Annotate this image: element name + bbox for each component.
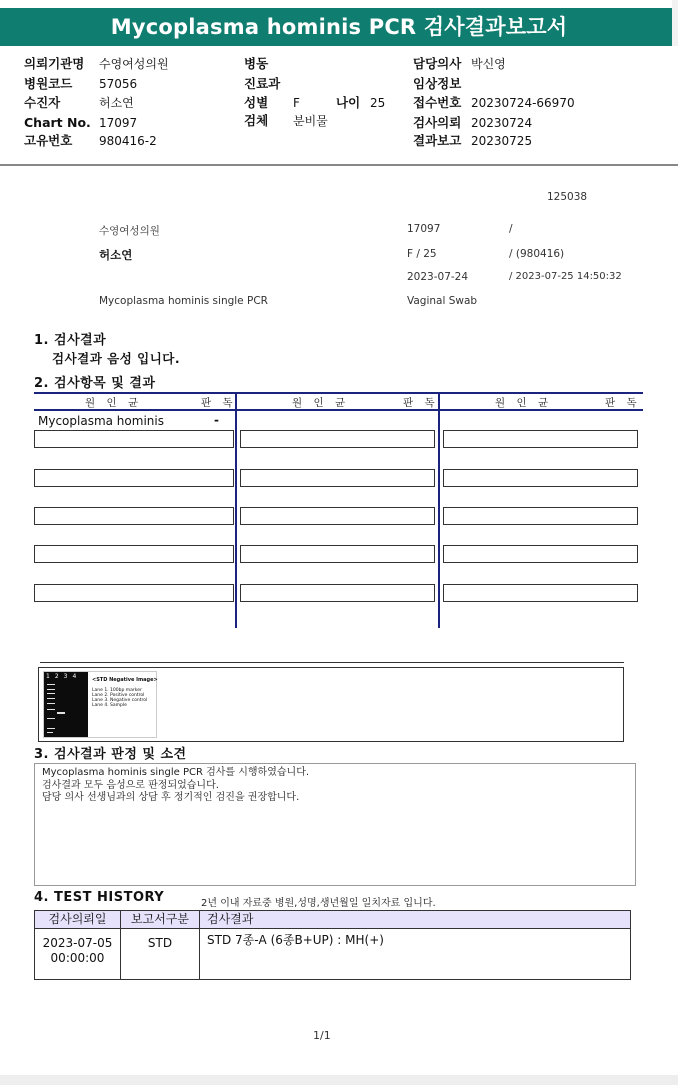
result-cell bbox=[34, 584, 234, 602]
remark-line: 담당 의사 선생님과의 상담 후 정기적인 검진을 권장합니다. bbox=[42, 792, 300, 803]
gel-legend-item: Lane 2. Positive control bbox=[92, 693, 145, 698]
organism-name: Mycoplasma hominis bbox=[38, 414, 164, 428]
gel-electrophoresis-image bbox=[44, 672, 88, 737]
field-value-age: 25 bbox=[370, 96, 386, 110]
history-col-type: 보고서구분 bbox=[120, 910, 200, 929]
result-cell bbox=[443, 430, 638, 448]
field-value-receipt-no: 20230724-66970 bbox=[471, 96, 575, 110]
header-field-patient bbox=[24, 96, 60, 110]
col-header-judgement: 판 독 bbox=[605, 397, 641, 409]
footer-band bbox=[0, 1075, 678, 1085]
summary-reported: / 2023-07-25 14:50:32 bbox=[509, 271, 622, 282]
field-value-request-date: 20230724 bbox=[471, 116, 533, 130]
field-label-ward: 병동 bbox=[244, 56, 269, 71]
summary-test-name: Mycoplasma hominis single PCR bbox=[99, 295, 268, 307]
gel-legend bbox=[92, 688, 147, 708]
result-cell bbox=[34, 469, 234, 487]
field-label-department: 진료과 bbox=[244, 76, 281, 91]
col-header-organism: 원 인 균 bbox=[85, 397, 143, 409]
page-number: 1/1 bbox=[313, 1029, 331, 1042]
field-value-report-date: 20230725 bbox=[471, 134, 533, 148]
result-cell bbox=[443, 545, 638, 563]
result-cell bbox=[240, 469, 435, 487]
result-cell bbox=[443, 469, 638, 487]
result-cell bbox=[240, 584, 435, 602]
gel-lane-3: 3 bbox=[63, 673, 73, 680]
history-cell-date bbox=[34, 928, 121, 980]
section1-text: 검사결과 음성 입니다. bbox=[52, 351, 181, 366]
result-cell bbox=[34, 545, 234, 563]
gel-legend-item: Lane 3. Negative control bbox=[92, 698, 148, 703]
history-cell-result: STD 7종-A (6종B+UP) : MH(+) bbox=[199, 928, 631, 980]
field-value: 57056 bbox=[99, 77, 138, 91]
summary-slash: / bbox=[509, 223, 513, 235]
results-table-top-line bbox=[34, 392, 643, 394]
section1-heading: 1. 검사결과 bbox=[34, 333, 107, 348]
result-cell bbox=[34, 430, 234, 448]
result-cell bbox=[443, 584, 638, 602]
gel-lane-4: 4 bbox=[72, 673, 82, 680]
header-divider bbox=[0, 164, 678, 166]
summary-chart: 17097 bbox=[407, 223, 441, 235]
report-title: Mycoplasma hominis PCR 검사결과보고서 bbox=[0, 8, 678, 46]
summary-patient: 허소연 bbox=[99, 248, 133, 262]
field-label: 고유번호 bbox=[24, 133, 73, 148]
section4-heading: 4. TEST HISTORY bbox=[34, 890, 165, 905]
header-edge bbox=[672, 0, 678, 46]
remark-line: Mycoplasma hominis single PCR 검사를 시행하였습니다. bbox=[42, 767, 310, 778]
summary-received: 2023-07-24 bbox=[407, 271, 469, 283]
field-value-specimen: 분비물 bbox=[293, 114, 328, 128]
field-label-report-date: 결과보고 bbox=[413, 133, 462, 148]
field-label: 병원코드 bbox=[24, 76, 73, 91]
history-col-date: 검사의뢰일 bbox=[34, 910, 121, 929]
gel-lane-numbers bbox=[46, 673, 81, 680]
gel-lane-1: 1 bbox=[46, 673, 55, 680]
header-field-clinic bbox=[24, 57, 84, 71]
result-cell bbox=[443, 507, 638, 525]
history-note: 2년 이내 자료중 병원,성명,생년월일 일치자료 입니다. bbox=[201, 898, 436, 909]
summary-birth: / (980416) bbox=[509, 248, 565, 260]
gel-lane-2: 2 bbox=[54, 673, 64, 680]
field-label: 의뢰기관명 bbox=[24, 56, 85, 71]
summary-specimen: Vaginal Swab bbox=[407, 295, 478, 307]
field-label-sex: 성별 bbox=[244, 95, 269, 110]
report-code: 125038 bbox=[547, 191, 588, 203]
field-label-doctor: 담당의사 bbox=[413, 56, 462, 71]
result-cell bbox=[240, 507, 435, 525]
result-cell bbox=[34, 507, 234, 525]
header-field-hospital-code bbox=[24, 77, 72, 91]
summary-clinic: 수영여성의원 bbox=[99, 225, 160, 237]
field-label-receipt-no: 접수번호 bbox=[413, 95, 462, 110]
col-header-organism: 원 인 균 bbox=[495, 397, 553, 409]
field-label-age: 나이 bbox=[336, 95, 361, 110]
header-field-chart-no bbox=[24, 116, 91, 130]
result-cell bbox=[240, 430, 435, 448]
gel-legend-item: Lane 4. Sample bbox=[92, 703, 127, 708]
results-table-divider bbox=[235, 392, 237, 628]
field-label-clinical-info: 임상정보 bbox=[413, 76, 462, 91]
gel-legend-item: Lane 1. 100bp marker bbox=[92, 688, 142, 693]
field-value: 허소연 bbox=[99, 96, 134, 110]
col-header-organism: 원 인 균 bbox=[292, 397, 350, 409]
results-table-divider bbox=[438, 392, 440, 628]
col-header-judgement: 판 독 bbox=[403, 397, 439, 409]
col-header-judgement: 판 독 bbox=[201, 397, 237, 409]
history-time: 00:00:00 bbox=[50, 951, 105, 965]
header-field-unique-no bbox=[24, 134, 72, 148]
history-col-result: 검사결과 bbox=[199, 910, 631, 929]
history-cell-type: STD bbox=[120, 928, 200, 980]
field-value: 980416-2 bbox=[99, 134, 157, 148]
summary-sex-age: F / 25 bbox=[407, 248, 437, 260]
gel-divider bbox=[40, 662, 624, 663]
field-value-sex: F bbox=[293, 96, 300, 110]
section3-heading: 3. 검사결과 판정 및 소견 bbox=[34, 747, 187, 762]
remark-text bbox=[42, 767, 309, 805]
remark-line: 검사결과 모두 음성으로 판정되었습니다. bbox=[42, 779, 219, 791]
field-label-specimen: 검체 bbox=[244, 113, 269, 128]
field-label-request-date: 검사의뢰 bbox=[413, 115, 462, 130]
history-date: 2023-07-05 bbox=[42, 936, 113, 950]
field-value: 수영여성의원 bbox=[99, 57, 169, 71]
result-cell bbox=[240, 545, 435, 563]
gel-title: <STD Negative Image> bbox=[92, 677, 158, 683]
field-label: 수진자 bbox=[24, 95, 61, 110]
field-value-doctor: 박신영 bbox=[471, 57, 506, 71]
section2-heading: 2. 검사항목 및 결과 bbox=[34, 376, 156, 391]
field-label: Chart No. bbox=[24, 115, 91, 130]
field-value: 17097 bbox=[99, 116, 138, 130]
organism-result: - bbox=[214, 413, 219, 427]
